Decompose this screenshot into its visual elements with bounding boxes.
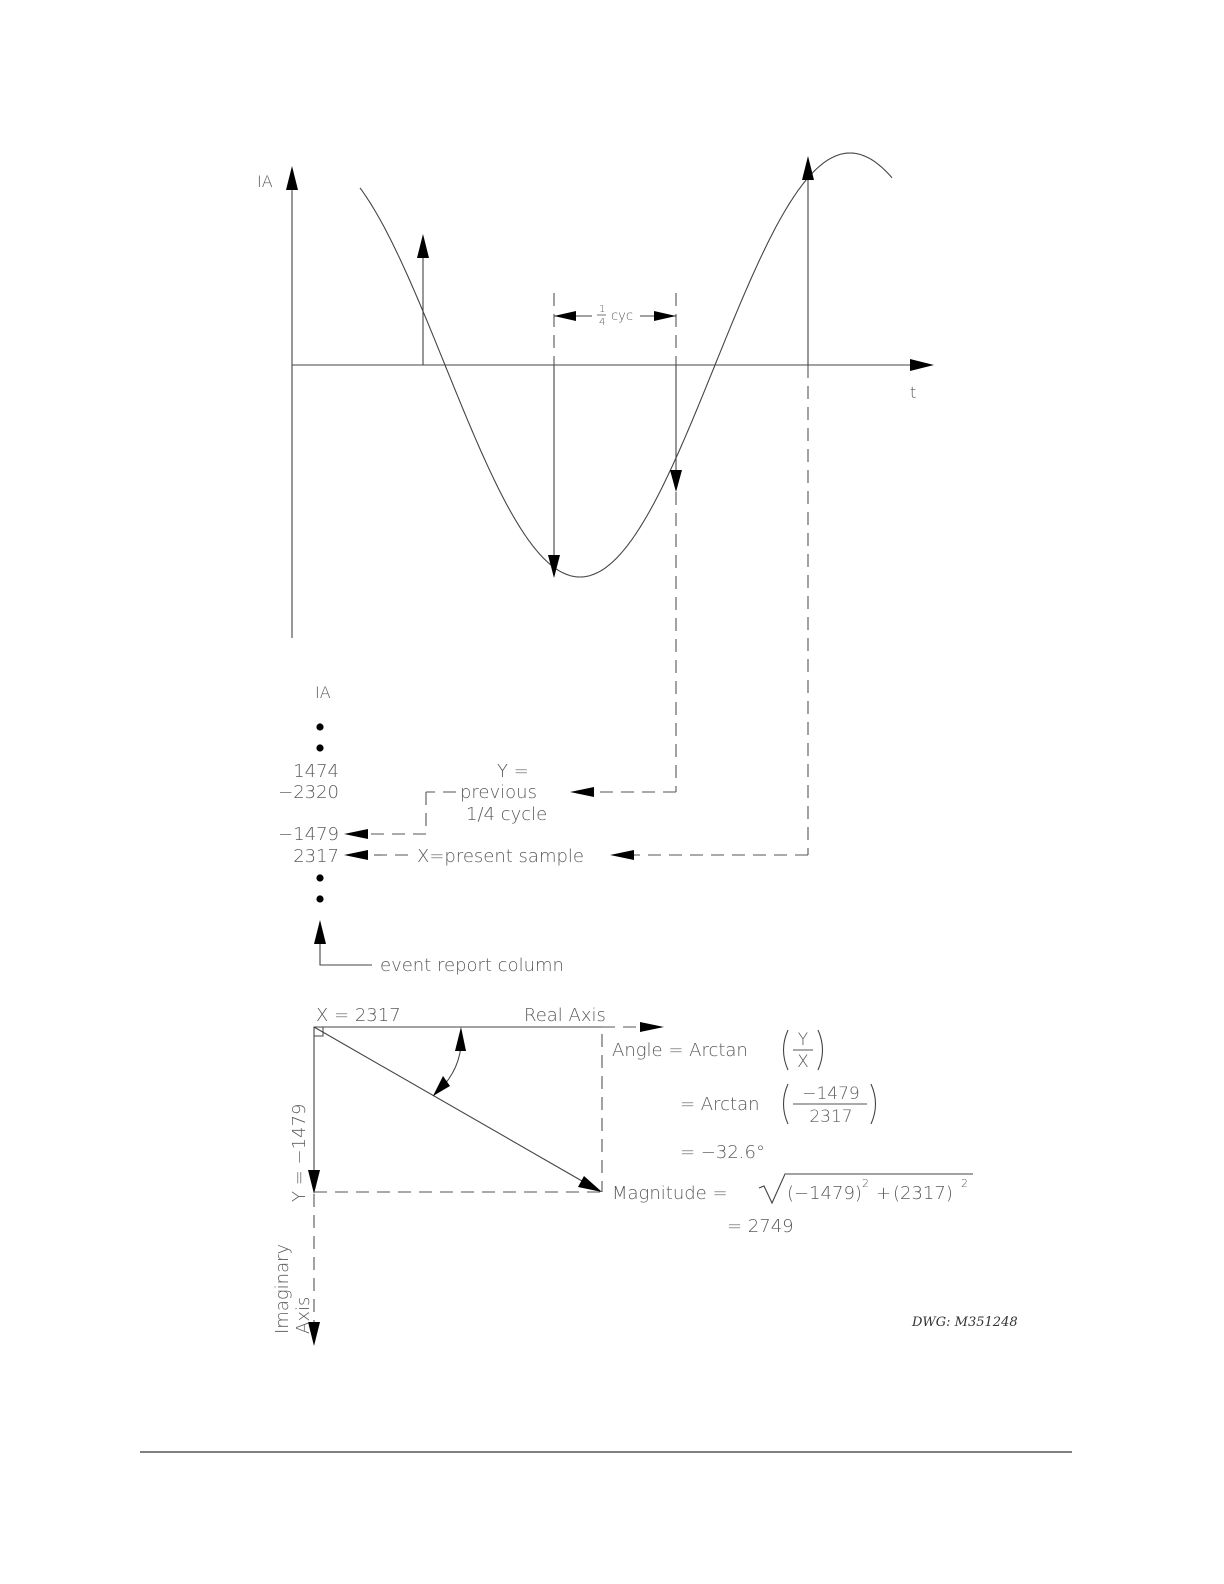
event-column-leader xyxy=(320,944,372,965)
phasor-vector-arrowhead xyxy=(578,1176,602,1192)
x-leader-arrow-1 xyxy=(610,850,634,860)
y-leader-arrow-1 xyxy=(570,787,594,797)
angle-equation-lhs: Angle = Arctan xyxy=(612,1040,748,1061)
x-leader-arrow-2 xyxy=(344,850,368,860)
imaginary-axis-label-1: Imaginary xyxy=(272,1243,293,1334)
magnitude-result: = 2749 xyxy=(727,1216,794,1237)
t-axis-arrowhead xyxy=(910,359,934,371)
imaginary-axis-label-2: Axis xyxy=(293,1296,314,1334)
real-axis-arrowhead xyxy=(640,1022,664,1032)
ellipsis-dot-top-2 xyxy=(316,744,323,751)
x-label: X=present sample xyxy=(417,846,585,867)
waveform-plot xyxy=(257,153,934,638)
fraction2-denominator: 2317 xyxy=(809,1107,853,1127)
angle-result: = −32.6° xyxy=(680,1142,765,1163)
paren-right-1 xyxy=(818,1030,823,1070)
real-axis-label: Real Axis xyxy=(524,1005,606,1026)
quarter-cycle-arrow-left xyxy=(554,311,576,321)
ellipsis-dot-bottom-2 xyxy=(316,895,323,902)
angle-equation-line2-lhs: = Arctan xyxy=(680,1094,760,1115)
drawing-number: DWG: M351248 xyxy=(912,1315,1018,1330)
y-label-line1: Y = xyxy=(497,761,529,782)
sample-arrow-2-head xyxy=(548,555,560,578)
quarter-cycle-den: 4 xyxy=(599,317,606,328)
mag-plus: + xyxy=(876,1183,892,1204)
event-value-3: −1479 xyxy=(278,824,339,845)
paren-right-2 xyxy=(871,1084,876,1124)
event-report-section xyxy=(278,365,808,976)
mag-term-1: (−1479) xyxy=(787,1183,862,1204)
magnitude-equation-lhs: Magnitude = xyxy=(612,1183,728,1204)
fraction1-denominator: X xyxy=(797,1052,809,1072)
sample-arrow-3-head xyxy=(670,470,682,492)
formulas xyxy=(612,1030,973,1237)
paren-left-2 xyxy=(784,1084,789,1124)
fraction1-numerator: Y xyxy=(797,1030,809,1050)
ellipsis-dot-top-1 xyxy=(316,723,323,730)
event-value-2: −2320 xyxy=(278,782,339,803)
ellipsis-dot-bottom-1 xyxy=(316,874,323,881)
event-value-4: 2317 xyxy=(293,846,339,867)
event-column-arrowhead xyxy=(314,920,326,944)
phasor-x-label: X = 2317 xyxy=(316,1005,401,1026)
sample-arrow-4-head xyxy=(802,156,814,180)
sample-arrow-1-head xyxy=(417,234,429,258)
angle-arc-arrowhead-top xyxy=(455,1027,466,1051)
y-label-line3: 1/4 cycle xyxy=(466,804,548,825)
paren-left-1 xyxy=(784,1030,789,1070)
angle-arc-arrowhead-bottom xyxy=(433,1076,450,1096)
y-label-line2: previous xyxy=(460,782,537,803)
event-report-header: IA xyxy=(315,683,331,702)
phasor-vector xyxy=(314,1027,582,1181)
ia-axis-label: IA xyxy=(257,172,273,191)
fraction2-numerator: −1479 xyxy=(802,1084,860,1104)
ia-axis-arrowhead xyxy=(286,166,298,190)
phasor-diagram xyxy=(272,1005,664,1346)
mag-exponent-2: 2 xyxy=(961,1177,968,1190)
quarter-cycle-arrow-right xyxy=(654,311,676,321)
mag-term-2: (2317) xyxy=(893,1183,953,1204)
quarter-cycle-num: 1 xyxy=(599,304,606,315)
phasor-y-label: Y = −1479 xyxy=(289,1103,310,1202)
t-axis-label: t xyxy=(910,383,917,402)
event-value-1: 1474 xyxy=(293,761,339,782)
quarter-cycle-unit: cyc xyxy=(611,309,633,324)
mag-exponent-1: 2 xyxy=(862,1177,869,1190)
y-leader-arrow-2 xyxy=(344,829,368,839)
event-column-label: event report column xyxy=(380,955,564,976)
